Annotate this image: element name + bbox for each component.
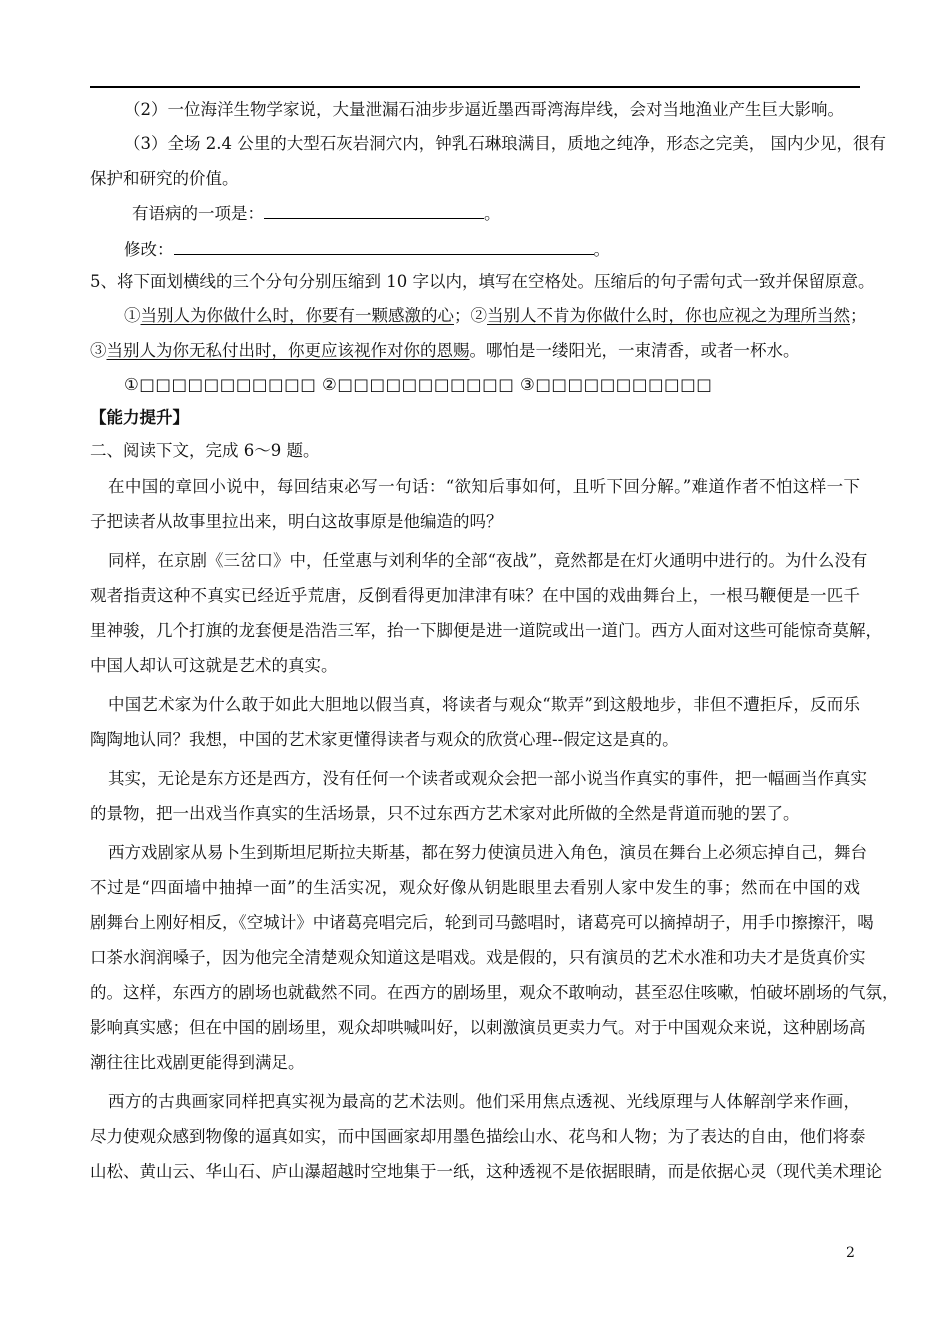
q5-prompt: 5、将下面划横线的三个分句分别压缩到 10 字以内，填写在空格处。压缩后的句子需句式一致并保留原意。 (90, 272, 875, 291)
passage-line: 观者指责这种不真实已经近乎荒唐，反倒看得更加津津有味？在中国的戏曲舞台上，一根马鞭便是一匹千 (90, 586, 860, 605)
sentence-2-number: ；② (454, 306, 487, 325)
passage-line: 中国艺术家为什么敢于如此大胆地以假当真，将读者与观众“欺弄”到这般地步，非但不遭拒斥，反而乐 (108, 695, 860, 714)
sentence-3-tail: 。哪怕是一缕阳光，一束清香，或者一杯水。 (469, 341, 800, 360)
passage-line: 口茶水润润嗓子，因为他完全清楚观众知道这是唱戏。戏是假的，只有演员的艺术水准和功夫才是货真价实 (90, 948, 866, 967)
passage-line: 山松、黄山云、华山石、庐山瀑超越时空地集于一纸，这种透视不是依据眼睛，而是依据心灵（现代美术理论 (90, 1162, 882, 1181)
passage-line: 西方的古典画家同样把真实视为最高的艺术法则。他们采用焦点透视、光线原理与人体解剖学来作画， (108, 1092, 860, 1111)
passage-line: 潮往往比戏剧更能得到满足。 (90, 1053, 305, 1072)
passage-line: 影响真实感；但在中国的剧场里，观众却哄喊叫好，以刺激演员更卖力气。对于中国观众来说，这种剧场高 (90, 1018, 866, 1037)
fix-label: 修改： (124, 240, 174, 259)
fix-answer-row (124, 238, 860, 261)
underlined-clause-2: 当别人不肯为你做什么时，你也应视之为理所当然 (487, 306, 850, 325)
passage-line: 不过是“四面墙中抽掉一面”的生活实况，观众好像从钥匙眼里去看别人家中发生的事；然而在中国的戏 (90, 878, 860, 897)
q5-sentences-line-2 (90, 340, 860, 362)
passage-line: 里神骏，几个打旗的龙套便是浩浩三军，抬一下脚便是进一道院或出一道门。西方人面对这些可能惊奇莫解， (90, 621, 882, 640)
passage-line: 其实，无论是东方还是西方，没有任何一个读者或观众会把一部小说当作真实的事件，把一幅画当作真实 (108, 769, 867, 788)
q5-sentences-line-1 (124, 305, 867, 327)
passage-line: 剧舞台上刚好相反，《空城计》中诸葛亮唱完后，轮到司马懿唱时，诸葛亮可以摘掉胡子，用手巾擦擦汗，喝 (90, 913, 874, 932)
underlined-clause-3: 当别人为你无私付出时，你更应该视作对你的恩赐 (106, 341, 470, 360)
q4-item-2: （2）一位海洋生物学家说，大量泄漏石油步步逼近墨西哥湾海岸线，会对当地渔业产生巨大影响。 (124, 100, 844, 119)
passage-line: 的景物，把一出戏当作真实的生活场景，只不过东西方艺术家对此所做的全然是背道而驰的罢了。 (90, 804, 800, 823)
fix-answer-blank[interactable] (174, 238, 594, 255)
sentence-separator: ； (850, 306, 867, 325)
error-end: 。 (484, 204, 501, 223)
page-number: 2 (846, 1245, 855, 1261)
error-answer-row (132, 202, 860, 225)
passage-line: 同样，在京剧《三岔口》中，任堂惠与刘利华的全部“夜战”，竟然都是在灯火通明中进行的。为什么没有 (108, 551, 868, 570)
passage-line: 西方戏剧家从易卜生到斯坦尼斯拉夫斯基，都在努力使演员进入角色，演员在舞台上必须忘掉自己，舞台 (108, 843, 867, 862)
q5-answer-boxes[interactable]: ①□□□□□□□□□□□ ②□□□□□□□□□□□ ③□□□□□□□□□□□ (124, 375, 713, 394)
sentence-1-number: ① (124, 306, 141, 325)
passage-line: 陶陶地认同？我想，中国的艺术家更懂得读者与观众的欣赏心理--假定这是真的。 (90, 730, 679, 749)
passage-line: 尽力使观众感到物像的逼真如实，而中国画家却用墨色描绘山水、花鸟和人物；为了表达的自由，他们将泰 (90, 1127, 866, 1146)
underlined-clause-1: 当别人为你做什么时，你要有一颗感激的心 (140, 306, 454, 325)
error-answer-blank[interactable] (264, 202, 484, 219)
passage-line: 在中国的章回小说中，每回结束必写一句话：“欲知后事如何，且听下回分解。”难道作者不怕这样一下 (108, 477, 860, 496)
error-label: 有语病的一项是： (132, 204, 264, 223)
passage-line: 子把读者从故事里拉出来，明白这故事原是他编造的吗？ (90, 512, 503, 531)
section-title: 【能力提升】 (90, 408, 189, 427)
section-instruction: 二、阅读下文，完成 6～9 题。 (90, 441, 320, 460)
passage-line: 的。这样，东西方的剧场也就截然不同。在西方的剧场里，观众不敢响动，甚至忍住咳嗽，怕破坏剧场的气氛， (90, 983, 899, 1002)
passage-line: 中国人却认可这就是艺术的真实。 (90, 656, 338, 675)
q4-item-3-line-1: （3）全场 2.4 公里的大型石灰岩洞穴内，钟乳石琳琅满目，质地之纯净，形态之完美， 国内少见，很有 (124, 134, 886, 153)
fix-end: 。 (593, 240, 610, 259)
q4-item-3-line-2: 保护和研究的价值。 (90, 169, 239, 188)
header-rule (90, 86, 860, 88)
sentence-3-number: ③ (90, 341, 107, 360)
